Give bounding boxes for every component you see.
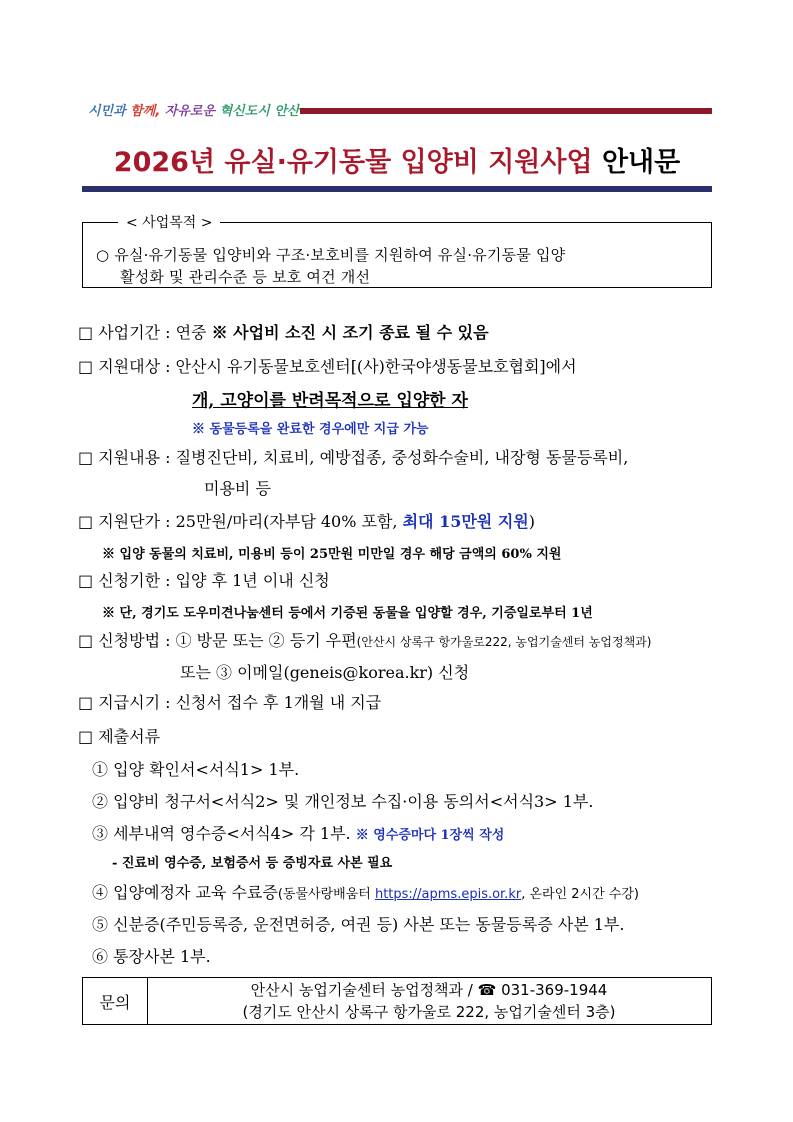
document-item-4-small: (동물사랑배움터 <box>277 887 375 902</box>
content-line-2: 미용비 등 <box>204 479 271 498</box>
period-prefix: □ 사업기간 : 연중 <box>78 323 212 342</box>
document-item-3-sub: - 진료비 영수증, 보험증서 등 증빙자료 사본 필요 <box>112 856 393 871</box>
purpose-line-2: 활성화 및 관리수준 등 보호 여건 개선 <box>120 268 371 286</box>
contact-line-1: 안산시 농업기술센터 농업정책과 / ☎ 031-369-1944 <box>250 981 608 999</box>
document-item-4 <box>92 880 639 903</box>
documents-header: □ 제출서류 <box>78 727 161 746</box>
target-line-1: □ 지원대상 : 안산시 유기동물보호센터[(사)한국야생동물보호협회]에서 <box>78 357 577 376</box>
document-item-5: ⑤ 신분증(주민등록증, 운전면허증, 여권 등) 사본 또는 동물등록증 사본 1부. <box>92 915 625 934</box>
contact-info <box>147 978 711 1024</box>
slogan-logo <box>88 100 299 119</box>
document-item-3-text: ③ 세부내역 영수증<서식4> 각 1부. <box>92 824 356 843</box>
title-main: 2026년 유실·유기동물 입양비 지원사업 <box>113 147 602 178</box>
document-item-1: ① 입양 확인서<서식1> 1부. <box>92 760 300 779</box>
epis-link[interactable]: https://apms.epis.or.kr <box>374 887 522 902</box>
purpose-label: < 사업목적 > <box>118 212 220 232</box>
unit-suffix: ) <box>528 512 535 531</box>
top-divider-bar <box>300 108 712 114</box>
deadline-note: ※ 단, 경기도 도우미견나눔센터 등에서 기증된 동물을 입양할 경우, 기증일로부터 1년 <box>102 606 593 621</box>
document-item-3-note: ※ 영수증마다 1장씩 작성 <box>355 828 505 843</box>
unit-prefix: □ 지원단가 : 25만원/마리(자부담 40% 포함, <box>78 512 403 531</box>
document-item-3 <box>92 821 504 844</box>
slogan-part-1: 시민과 <box>88 104 126 119</box>
method-main: □ 신청방법 : ① 방문 또는 ② 등기 우편 <box>78 631 357 650</box>
unit-line <box>78 509 535 532</box>
deadline-line: □ 신청기한 : 입양 후 1년 이내 신청 <box>78 571 330 590</box>
document-item-6: ⑥ 통장사본 1부. <box>92 947 211 966</box>
page-title <box>82 140 712 179</box>
purpose-line-1: ○ 유실·유기동물 입양비와 구조·보호비를 지원하여 유실·유기동물 입양 <box>96 246 566 264</box>
period-line <box>78 320 489 343</box>
content-line-1: □ 지원내용 : 질병진단비, 치료비, 예방접종, 중성화수술비, 내장형 동물등록비, <box>78 448 629 467</box>
contact-label: 문의 <box>83 978 148 1024</box>
unit-highlight: 최대 15만원 지원 <box>402 512 529 531</box>
document-item-4-text: ④ 입양예정자 교육 수료증 <box>92 883 278 902</box>
period-note: ※ 사업비 소진 시 조기 종료 될 수 있음 <box>211 323 489 342</box>
payment-line: □ 지급시기 : 신청서 접수 후 1개월 내 지급 <box>78 693 382 712</box>
contact-line-2: (경기도 안산시 상록구 항가울로 222, 농업기술센터 3층) <box>242 1003 616 1021</box>
unit-note: ※ 입양 동물의 치료비, 미용비 등이 25만원 미만일 경우 해당 금액의 60% 지원 <box>102 547 562 562</box>
slogan-part-3: 자유로운 <box>164 104 220 119</box>
target-line-2: 개, 고양이를 반려목적으로 입양한 자 <box>192 391 468 411</box>
method-line-1 <box>78 628 651 651</box>
title-suffix: 안내문 <box>601 147 681 178</box>
title-underline-bar <box>82 186 712 192</box>
method-address: (안산시 상록구 항가울로222, 농업기술센터 농업정책과) <box>356 635 652 649</box>
method-line-2: 또는 ③ 이메일(geneis@korea.kr) 신청 <box>180 663 470 682</box>
target-note: ※ 동물등록을 완료한 경우에만 지급 가능 <box>192 422 429 437</box>
slogan-part-4: 혁신도시 안산 <box>219 104 300 119</box>
slogan-part-2: 함께, <box>125 104 165 119</box>
document-item-2: ② 입양비 청구서<서식2> 및 개인정보 수집·이용 동의서<서식3> 1부. <box>92 792 594 811</box>
contact-box <box>82 977 712 1025</box>
document-item-4-suffix: , 온라인 2시간 수강) <box>521 887 639 902</box>
